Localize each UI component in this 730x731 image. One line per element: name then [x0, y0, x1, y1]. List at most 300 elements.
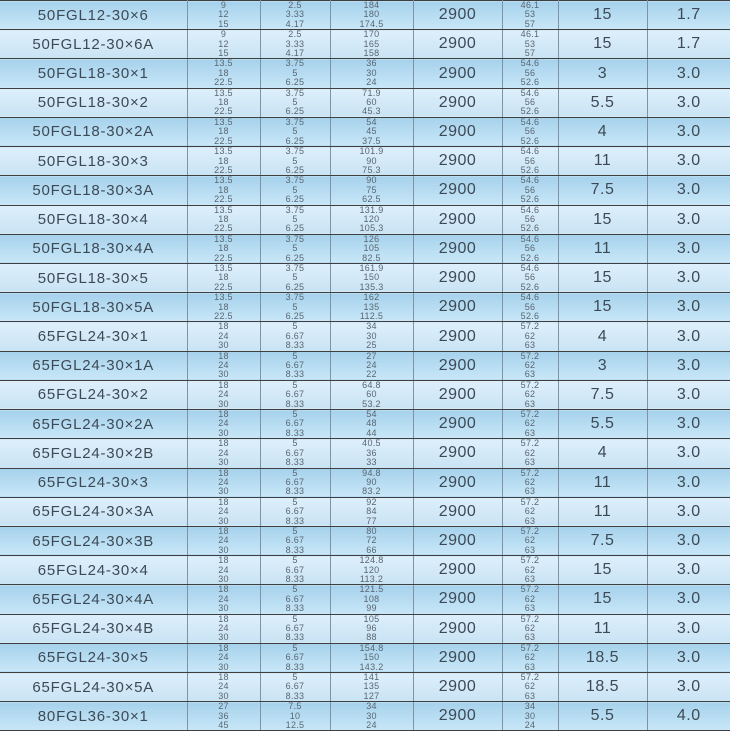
value-line: 36: [366, 447, 377, 458]
flow-a-cell-values: [188, 498, 260, 526]
power-cell: 11: [558, 147, 647, 176]
flow-a-cell-values: [188, 1, 260, 29]
value-line: 54: [366, 116, 377, 127]
flow-a-cell-values: [188, 293, 260, 321]
value-line: 18: [218, 584, 229, 595]
efficiency-cell: [502, 205, 558, 234]
value-line: 18: [218, 438, 229, 449]
flow-a-cell-values: [188, 264, 260, 292]
speed-cell: 2900: [413, 410, 502, 439]
flow-b-cell: [260, 439, 330, 468]
head-cell-values: [331, 673, 413, 701]
efficiency-cell-values: [503, 322, 558, 350]
value-line: 25: [366, 340, 377, 351]
efficiency-cell: [502, 585, 558, 614]
value-line: 53.2: [362, 398, 381, 409]
value-line: 62: [524, 506, 536, 517]
model-cell: 65FGL24-30×4: [0, 556, 187, 585]
head-cell: [330, 234, 413, 263]
value-line: 48: [366, 418, 377, 429]
flow-a-cell: [187, 147, 260, 176]
value-line: 57.2: [520, 438, 540, 449]
value-line: 5: [292, 301, 298, 312]
model-cell: 65FGL24-30×5A: [0, 673, 187, 702]
flow-b-cell-values: [261, 673, 330, 701]
flow-b-cell-values: [261, 1, 330, 29]
power-cell: 15: [558, 585, 647, 614]
head-cell: [330, 147, 413, 176]
value-line: 12: [218, 38, 229, 49]
value-line: 22.5: [214, 281, 233, 292]
value-line: 30: [218, 340, 229, 351]
flow-b-cell: [260, 293, 330, 322]
head-cell: [330, 556, 413, 585]
value-line: 57: [524, 48, 536, 59]
value-line: 30: [366, 330, 377, 341]
speed-cell: 2900: [413, 497, 502, 526]
head-cell: [330, 293, 413, 322]
value-line: 30: [218, 573, 229, 584]
value-line: 3.75: [285, 175, 305, 186]
flow-a-cell-values: [188, 585, 260, 613]
value-line: 63: [524, 573, 536, 584]
value-line: 8.33: [285, 427, 305, 438]
table-row: [0, 468, 730, 497]
efficiency-cell-values: [503, 59, 558, 87]
value-line: 3.33: [285, 38, 305, 49]
head-cell-values: [331, 469, 413, 497]
value-line: 8.33: [285, 369, 305, 380]
value-line: 13.5: [214, 262, 233, 273]
npsh-cell: 3.0: [647, 351, 730, 380]
flow-a-cell: [187, 673, 260, 702]
value-line: 150: [363, 272, 380, 283]
value-line: 6.25: [285, 252, 305, 263]
value-line: 105: [363, 243, 380, 254]
value-line: 37.5: [362, 135, 381, 146]
table-row: [0, 59, 730, 88]
head-cell: [330, 497, 413, 526]
flow-b-cell: [260, 351, 330, 380]
value-line: 5: [292, 213, 298, 224]
value-line: 52.6: [520, 164, 540, 175]
table-row: [0, 351, 730, 380]
efficiency-cell-values: [503, 30, 558, 58]
value-line: 5: [292, 613, 298, 624]
head-cell: [330, 30, 413, 59]
table-row: [0, 88, 730, 117]
flow-a-cell: [187, 410, 260, 439]
value-line: 6.25: [285, 223, 305, 234]
head-cell: [330, 439, 413, 468]
head-cell: [330, 380, 413, 409]
value-line: 57.2: [520, 467, 540, 478]
head-cell-values: [331, 293, 413, 321]
value-line: 18: [218, 409, 229, 420]
value-line: 57.2: [520, 409, 540, 420]
head-cell-values: [331, 352, 413, 380]
value-line: 22.5: [214, 252, 233, 263]
efficiency-cell: [502, 410, 558, 439]
efficiency-cell-values: [503, 206, 558, 234]
value-line: 30: [218, 515, 229, 526]
flow-b-cell: [260, 205, 330, 234]
value-line: 63: [524, 369, 536, 380]
value-line: 24: [218, 535, 229, 546]
head-cell: [330, 59, 413, 88]
value-line: 24: [218, 360, 229, 371]
value-line: 18: [218, 301, 229, 312]
power-cell: 15: [558, 205, 647, 234]
value-line: 6.25: [285, 194, 305, 205]
value-line: 57.2: [520, 379, 540, 390]
model-cell: 50FGL18-30×2A: [0, 117, 187, 146]
head-cell-values: [331, 498, 413, 526]
efficiency-cell: [502, 234, 558, 263]
value-line: 22.5: [214, 164, 233, 175]
model-cell: 65FGL24-30×3A: [0, 497, 187, 526]
value-line: 6.67: [285, 330, 305, 341]
value-line: 180: [363, 9, 380, 20]
efficiency-cell-values: [503, 439, 558, 467]
flow-b-cell: [260, 556, 330, 585]
value-line: 18: [218, 496, 229, 507]
head-cell-values: [331, 322, 413, 350]
head-cell: [330, 673, 413, 702]
value-line: 18: [218, 379, 229, 390]
value-line: 34: [366, 701, 377, 712]
value-line: 8.33: [285, 340, 305, 351]
value-line: 64.8: [362, 379, 381, 390]
head-cell: [330, 88, 413, 117]
efficiency-cell: [502, 497, 558, 526]
model-cell: 50FGL18-30×5: [0, 263, 187, 292]
speed-cell: 2900: [413, 205, 502, 234]
model-cell: 65FGL24-30×1: [0, 322, 187, 351]
value-line: 22.5: [214, 194, 233, 205]
efficiency-cell-values: [503, 615, 558, 643]
flow-a-cell-values: [188, 615, 260, 643]
flow-a-cell-values: [188, 527, 260, 555]
value-line: 57.2: [520, 496, 540, 507]
flow-a-cell: [187, 702, 260, 731]
table-row: [0, 439, 730, 468]
value-line: 44: [366, 427, 377, 438]
flow-b-cell-values: [261, 147, 330, 175]
value-line: 56: [524, 67, 536, 78]
flow-a-cell: [187, 1, 260, 30]
head-cell-values: [331, 644, 413, 672]
head-cell: [330, 526, 413, 555]
value-line: 63: [524, 398, 536, 409]
npsh-cell: 3.0: [647, 380, 730, 409]
flow-a-cell: [187, 263, 260, 292]
speed-cell: 2900: [413, 702, 502, 731]
model-cell: 80FGL36-30×1: [0, 702, 187, 731]
efficiency-cell: [502, 673, 558, 702]
value-line: 24: [218, 447, 229, 458]
value-line: 6.67: [285, 535, 305, 546]
model-cell: 65FGL24-30×1A: [0, 351, 187, 380]
value-line: 6.25: [285, 164, 305, 175]
value-line: 71.9: [362, 87, 381, 98]
model-cell: 65FGL24-30×4B: [0, 614, 187, 643]
flow-b-cell-values: [261, 527, 330, 555]
value-line: 135: [363, 301, 380, 312]
table-row: [0, 614, 730, 643]
value-line: 3.75: [285, 233, 305, 244]
table-row: [0, 117, 730, 146]
power-cell: 4: [558, 439, 647, 468]
speed-cell: 2900: [413, 585, 502, 614]
value-line: 135: [363, 681, 380, 692]
value-line: 8.33: [285, 398, 305, 409]
value-line: 18: [218, 155, 229, 166]
head-cell-values: [331, 556, 413, 584]
efficiency-cell: [502, 643, 558, 672]
value-line: 5: [292, 438, 298, 449]
table-row: [0, 702, 730, 731]
value-line: 24: [218, 389, 229, 400]
value-line: 3.75: [285, 292, 305, 303]
value-line: 5: [292, 584, 298, 595]
power-cell: 7.5: [558, 176, 647, 205]
value-line: 54.6: [520, 204, 540, 215]
efficiency-cell-values: [503, 556, 558, 584]
efficiency-cell-values: [503, 644, 558, 672]
value-line: 62: [524, 476, 536, 487]
head-cell-values: [331, 615, 413, 643]
value-line: 62: [524, 330, 536, 341]
value-line: 18: [218, 97, 229, 108]
value-line: 46.1: [520, 0, 540, 10]
value-line: 18: [218, 126, 229, 137]
value-line: 36: [218, 710, 229, 721]
flow-b-cell-values: [261, 556, 330, 584]
value-line: 5: [292, 467, 298, 478]
value-line: 2.5: [288, 29, 302, 40]
value-line: 13.5: [214, 87, 233, 98]
value-line: 22.5: [214, 77, 233, 88]
value-line: 24: [524, 720, 536, 731]
efficiency-cell-values: [503, 585, 558, 613]
value-line: 24: [218, 476, 229, 487]
value-line: 113.2: [359, 573, 384, 584]
head-cell: [330, 1, 413, 30]
value-line: 24: [366, 77, 377, 88]
power-cell: 5.5: [558, 410, 647, 439]
flow-a-cell-values: [188, 410, 260, 438]
efficiency-cell: [502, 1, 558, 30]
npsh-cell: 1.7: [647, 1, 730, 30]
value-line: 24: [218, 623, 229, 633]
npsh-cell: 3.0: [647, 322, 730, 351]
flow-a-cell-values: [188, 352, 260, 380]
value-line: 9: [220, 0, 227, 10]
value-line: 9: [220, 29, 227, 40]
table-row: [0, 673, 730, 702]
value-line: 170: [363, 29, 380, 40]
head-cell: [330, 468, 413, 497]
value-line: 24: [218, 330, 229, 341]
efficiency-cell: [502, 293, 558, 322]
value-line: 18: [218, 67, 229, 78]
head-cell-values: [331, 381, 413, 409]
head-cell: [330, 176, 413, 205]
value-line: 56: [524, 97, 536, 108]
flow-b-cell-values: [261, 89, 330, 117]
head-cell-values: [331, 527, 413, 555]
efficiency-cell-values: [503, 469, 558, 497]
value-line: 62: [524, 623, 536, 633]
value-line: 62: [524, 681, 536, 692]
value-line: 18: [218, 272, 229, 283]
value-line: 30: [218, 486, 229, 497]
flow-a-cell-values: [188, 118, 260, 146]
power-cell: 4: [558, 322, 647, 351]
flow-a-cell: [187, 234, 260, 263]
flow-b-cell-values: [261, 59, 330, 87]
flow-a-cell: [187, 439, 260, 468]
table-row: [0, 643, 730, 672]
value-line: 18: [218, 321, 229, 332]
speed-cell: 2900: [413, 88, 502, 117]
efficiency-cell: [502, 468, 558, 497]
npsh-cell: 3.0: [647, 468, 730, 497]
table-row: [0, 30, 730, 59]
head-cell-values: [331, 585, 413, 613]
value-line: 63: [524, 340, 536, 351]
value-line: 161.9: [359, 262, 384, 273]
value-line: 72: [366, 535, 377, 546]
model-cell: 50FGL12-30×6: [0, 1, 187, 30]
speed-cell: 2900: [413, 526, 502, 555]
model-cell: 50FGL18-30×1: [0, 59, 187, 88]
value-line: 57.2: [520, 584, 540, 595]
value-line: 5: [292, 496, 298, 507]
flow-b-cell: [260, 614, 330, 643]
table-row: [0, 205, 730, 234]
value-line: 105: [363, 613, 380, 624]
speed-cell: 2900: [413, 293, 502, 322]
value-line: 6.67: [285, 389, 305, 400]
value-line: 3.75: [285, 262, 305, 273]
value-line: 63: [524, 661, 536, 672]
efficiency-cell-values: [503, 498, 558, 526]
power-cell: 15: [558, 1, 647, 30]
flow-b-cell: [260, 176, 330, 205]
value-line: 62: [524, 593, 536, 604]
value-line: 56: [524, 272, 536, 283]
head-cell: [330, 702, 413, 731]
value-line: 13.5: [214, 292, 233, 303]
flow-a-cell: [187, 643, 260, 672]
flow-b-cell: [260, 585, 330, 614]
model-cell: 65FGL24-30×2A: [0, 410, 187, 439]
value-line: 6.67: [285, 447, 305, 458]
flow-b-cell-values: [261, 118, 330, 146]
npsh-cell: 4.0: [647, 702, 730, 731]
head-cell: [330, 117, 413, 146]
value-line: 7.5: [288, 701, 302, 712]
flow-b-cell-values: [261, 585, 330, 613]
value-line: 52.6: [520, 106, 540, 117]
value-line: 52.6: [520, 252, 540, 263]
model-cell: 50FGL18-30×5A: [0, 293, 187, 322]
npsh-cell: 3.0: [647, 673, 730, 702]
value-line: 24: [218, 652, 229, 663]
value-line: 5: [292, 672, 298, 683]
flow-b-cell: [260, 1, 330, 30]
efficiency-cell: [502, 702, 558, 731]
flow-b-cell: [260, 468, 330, 497]
speed-cell: 2900: [413, 351, 502, 380]
value-line: 36: [366, 58, 377, 69]
flow-a-cell: [187, 117, 260, 146]
value-line: 62: [524, 360, 536, 371]
power-cell: 15: [558, 30, 647, 59]
value-line: 5: [292, 525, 298, 536]
power-cell: 3: [558, 59, 647, 88]
flow-a-cell: [187, 30, 260, 59]
value-line: 45: [218, 720, 229, 731]
table-row: [0, 497, 730, 526]
flow-b-cell: [260, 410, 330, 439]
value-line: 2.5: [288, 0, 302, 10]
flow-a-cell: [187, 293, 260, 322]
value-line: 158: [363, 48, 380, 59]
value-line: 18: [218, 467, 229, 478]
value-line: 131.9: [359, 204, 384, 215]
npsh-cell: 3.0: [647, 117, 730, 146]
value-line: 96: [366, 623, 377, 633]
table-row: [0, 380, 730, 409]
value-line: 18: [218, 243, 229, 254]
flow-a-cell-values: [188, 89, 260, 117]
npsh-cell: 3.0: [647, 643, 730, 672]
value-line: 126: [363, 233, 380, 244]
value-line: 6.67: [285, 593, 305, 604]
model-cell: 65FGL24-30×3B: [0, 526, 187, 555]
efficiency-cell-values: [503, 702, 558, 730]
efficiency-cell: [502, 351, 558, 380]
npsh-cell: 3.0: [647, 556, 730, 585]
value-line: 82.5: [362, 252, 381, 263]
value-line: 8.33: [285, 690, 305, 701]
value-line: 112.5: [359, 311, 384, 321]
value-line: 3.75: [285, 58, 305, 69]
flow-b-cell: [260, 322, 330, 351]
power-cell: 4: [558, 117, 647, 146]
npsh-cell: 3.0: [647, 59, 730, 88]
power-cell: 7.5: [558, 380, 647, 409]
value-line: 57.2: [520, 321, 540, 332]
pump-table-body: [0, 1, 730, 731]
value-line: 99: [366, 603, 377, 614]
npsh-cell: 3.0: [647, 147, 730, 176]
npsh-cell: 3.0: [647, 176, 730, 205]
power-cell: 11: [558, 234, 647, 263]
value-line: 22.5: [214, 311, 233, 321]
head-cell-values: [331, 206, 413, 234]
value-line: 3.75: [285, 204, 305, 215]
value-line: 54.6: [520, 58, 540, 69]
value-line: 13.5: [214, 233, 233, 244]
power-cell: 11: [558, 497, 647, 526]
flow-b-cell: [260, 643, 330, 672]
value-line: 5: [292, 272, 298, 283]
flow-b-cell-values: [261, 264, 330, 292]
